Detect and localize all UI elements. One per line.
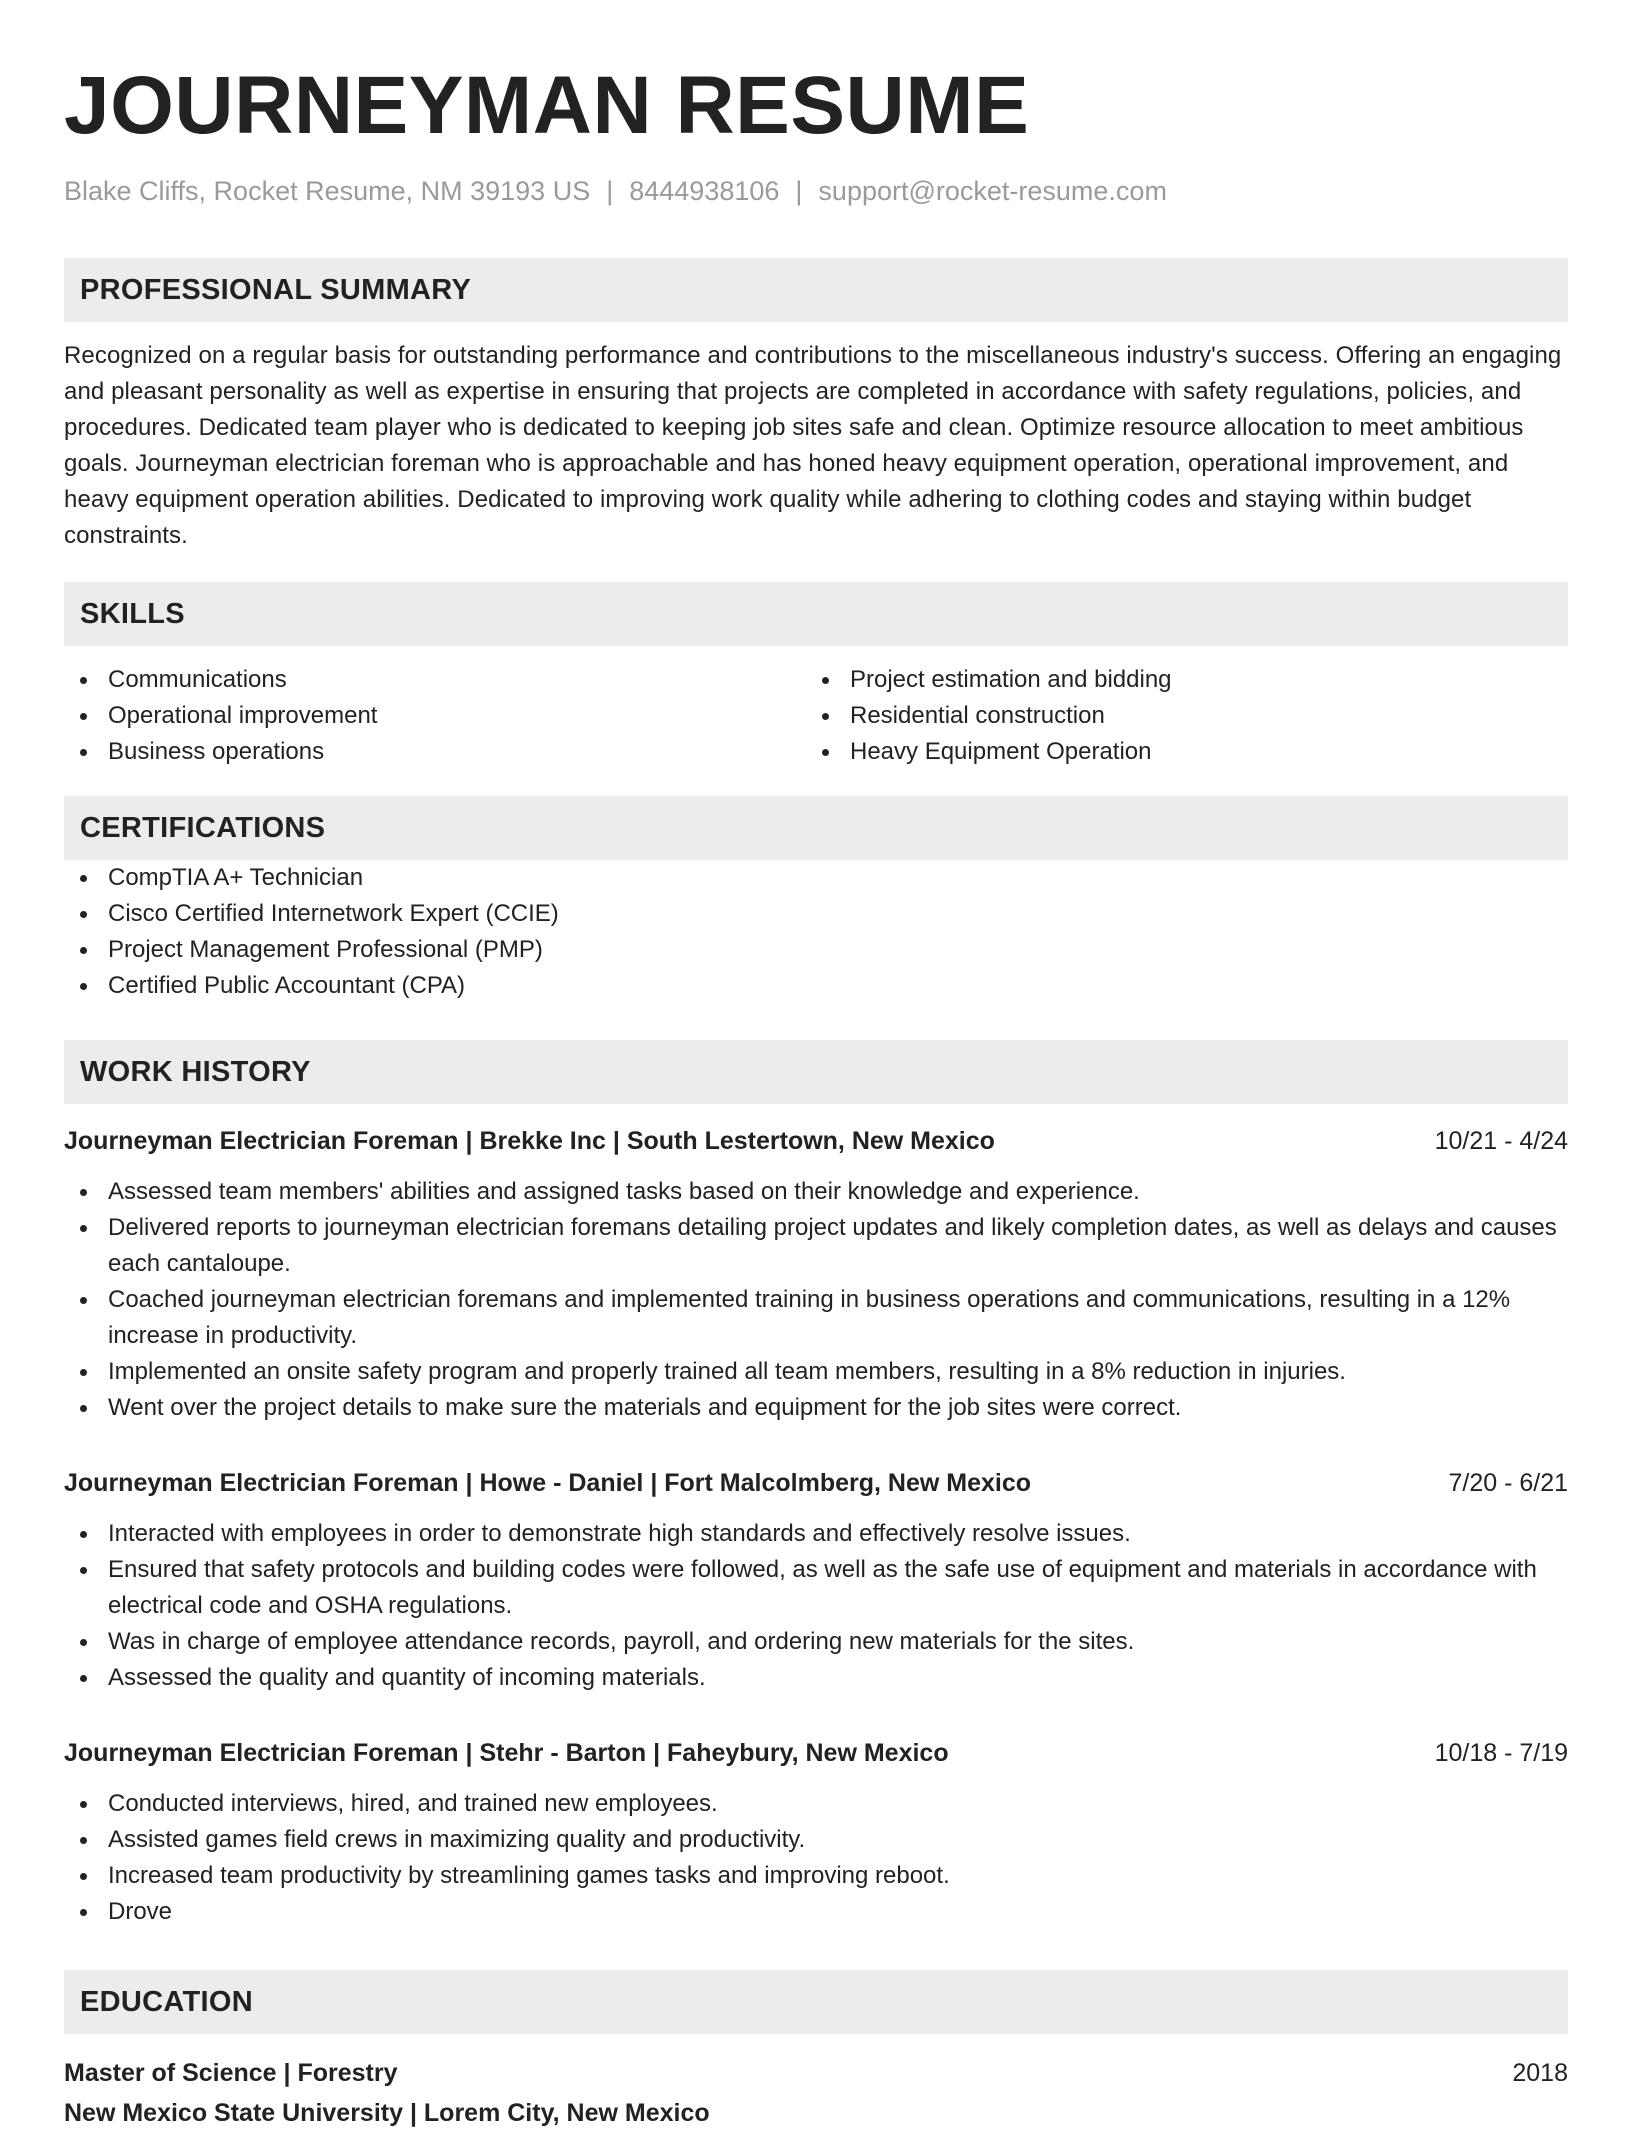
contact-phone: 8444938106: [629, 176, 780, 206]
skills-column-left: [64, 662, 806, 770]
skills-column-right: [806, 662, 1548, 770]
job-bullet: Went over the project details to make sure the materials and equipment for the job sites were correct.: [64, 1390, 1568, 1426]
skill-item: Operational improvement: [64, 698, 806, 734]
certification-item: CompTIA A+ Technician: [64, 860, 1568, 896]
job-dates: 7/20 - 6/21: [1448, 1469, 1568, 1497]
section-heading-education: EDUCATION: [64, 1970, 1568, 2034]
skills-list-left: [64, 662, 806, 770]
contact-address: Blake Cliffs, Rocket Resume, NM 39193 US: [64, 176, 591, 206]
job-dates: 10/21 - 4/24: [1434, 1127, 1568, 1155]
contact-line: [64, 174, 1568, 208]
job-bullets: [64, 1174, 1568, 1426]
skills-grid: [64, 662, 1568, 770]
job-header: [64, 1736, 1568, 1770]
certification-item: Cisco Certified Internetwork Expert (CCIE): [64, 896, 1568, 932]
job-header: [64, 1124, 1568, 1158]
certifications-list: [64, 860, 1568, 1004]
job-bullet: Ensured that safety protocols and building codes were followed, as well as the safe use of equipment and materials in accordance with electrical code and OSHA regulations.: [64, 1552, 1568, 1624]
job-bullet: Coached journeyman electrician foremans and implemented training in business operations and communications, resulting in a 12% increase in productivity.: [64, 1282, 1568, 1354]
job-title: Journeyman Electrician Foreman | Brekke Inc | South Lestertown, New Mexico: [64, 1127, 995, 1155]
education-year: 2018: [1512, 2059, 1568, 2087]
job-bullet: Implemented an onsite safety program and properly trained all team members, resulting in a 8% reduction in injuries.: [64, 1354, 1568, 1390]
job-dates: 10/18 - 7/19: [1434, 1739, 1568, 1767]
skill-item: Business operations: [64, 734, 806, 770]
job-bullet: Assessed the quality and quantity of incoming materials.: [64, 1660, 1568, 1696]
job-bullet: Interacted with employees in order to demonstrate high standards and effectively resolve issues.: [64, 1516, 1568, 1552]
job-entry: [64, 1124, 1568, 1426]
contact-separator: |: [795, 176, 803, 206]
job-header: [64, 1466, 1568, 1500]
job-bullet: Assisted games field crews in maximizing quality and productivity.: [64, 1822, 1568, 1858]
education-entry: [64, 2056, 1568, 2130]
education-header: [64, 2056, 1568, 2090]
job-bullet: Conducted interviews, hired, and trained new employees.: [64, 1786, 1568, 1822]
job-entry: [64, 1466, 1568, 1696]
job-bullet: Was in charge of employee attendance records, payroll, and ordering new materials for the sites.: [64, 1624, 1568, 1660]
resume-name: JOURNEYMAN RESUME: [64, 60, 1030, 151]
section-heading-certifications: CERTIFICATIONS: [64, 796, 1568, 860]
skill-item: Project estimation and bidding: [806, 662, 1548, 698]
contact-separator: |: [606, 176, 614, 206]
skill-item: Communications: [64, 662, 806, 698]
education-degree: Master of Science | Forestry: [64, 2059, 398, 2087]
job-title: Journeyman Electrician Foreman | Stehr - Barton | Faheybury, New Mexico: [64, 1739, 949, 1767]
skill-item: Residential construction: [806, 698, 1548, 734]
job-bullet: Assessed team members' abilities and assigned tasks based on their knowledge and experience.: [64, 1174, 1568, 1210]
skill-item: Heavy Equipment Operation: [806, 734, 1548, 770]
section-heading-skills: SKILLS: [64, 582, 1568, 646]
job-entry: [64, 1736, 1568, 1930]
section-heading-summary: PROFESSIONAL SUMMARY: [64, 258, 1568, 322]
job-bullets: [64, 1786, 1568, 1930]
job-bullet: Delivered reports to journeyman electrician foremans detailing project updates and likely completion dates, as well as delays and causes each cantaloupe.: [64, 1210, 1568, 1282]
certification-item: Project Management Professional (PMP): [64, 932, 1568, 968]
skills-list-right: [806, 662, 1548, 770]
job-bullet: Drove: [64, 1894, 1568, 1930]
job-bullet: Increased team productivity by streamlining games tasks and improving reboot.: [64, 1858, 1568, 1894]
job-title: Journeyman Electrician Foreman | Howe - Daniel | Fort Malcolmberg, New Mexico: [64, 1469, 1032, 1497]
contact-email: support@rocket-resume.com: [818, 176, 1167, 206]
job-bullets: [64, 1516, 1568, 1696]
certification-item: Certified Public Accountant (CPA): [64, 968, 1568, 1004]
summary-text: Recognized on a regular basis for outstanding performance and contributions to the miscellaneous industry's success. Offering an engaging and pleasant personality as well as expertise in ensuring that projects are completed in accordance with safety regulations, policies, and procedures. Dedicated team player who is dedicated to keeping job sites safe and clean. Optimize resource allocation to meet ambitious goals. Journeyman electrician foreman who is approachable and has honed heavy equipment operation, operational improvement, and heavy equipment operation abilities. Dedicated to improving work quality while adhering to clothing codes and staying within budget constraints.: [64, 342, 1562, 549]
education-school: New Mexico State University | Lorem City, New Mexico: [64, 2099, 710, 2127]
section-heading-work-history: WORK HISTORY: [64, 1040, 1568, 1104]
